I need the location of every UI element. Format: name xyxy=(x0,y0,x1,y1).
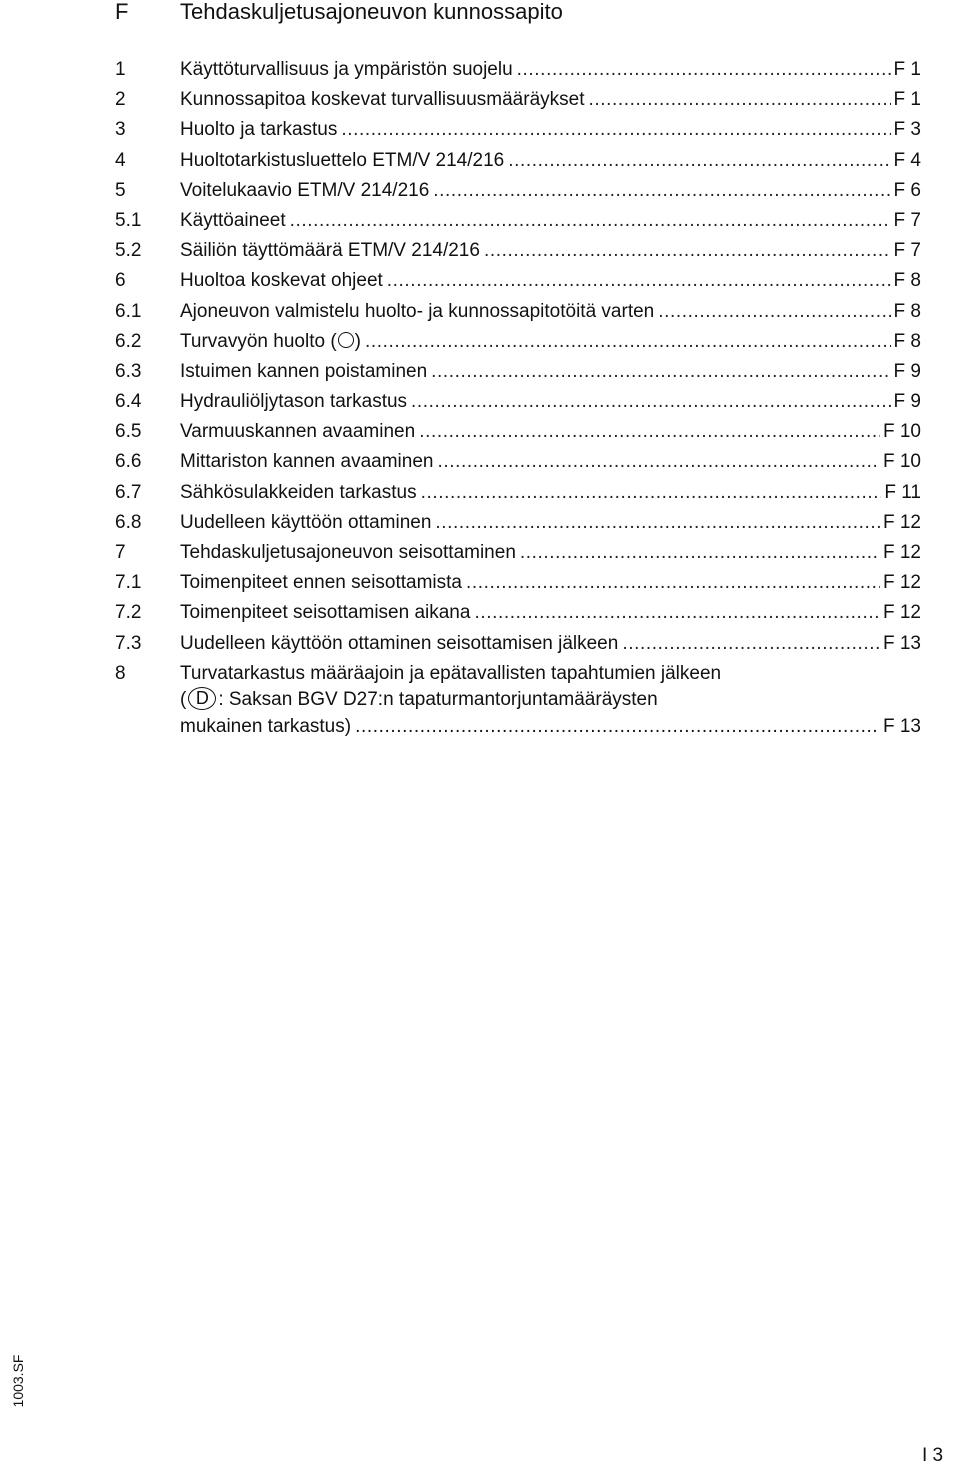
toc-entry-page: F 10 xyxy=(882,421,921,443)
toc-entry[interactable] xyxy=(0,478,960,508)
toc-entry-number: 6 xyxy=(115,270,126,292)
toc-entry-number: 7.3 xyxy=(115,632,142,654)
toc-entry-page: F 8 xyxy=(893,300,921,322)
toc-entry[interactable] xyxy=(0,55,960,85)
toc-entry-title: Tehdaskuljetusajoneuvon seisottaminen xyxy=(180,542,516,563)
chapter-heading xyxy=(0,0,960,34)
dot-leader xyxy=(290,206,891,236)
toc-entry-title: Ajoneuvon valmistelu huolto- ja kunnossapitotöitä varten xyxy=(180,300,655,322)
toc-entry-title: Toimenpiteet ennen seisottamista xyxy=(180,572,462,594)
toc-entry[interactable] xyxy=(0,266,960,296)
dot-leader xyxy=(411,387,891,417)
dot-leader xyxy=(520,538,880,568)
country-code-circle-icon: D xyxy=(188,687,216,710)
toc-entry-title-end: ) xyxy=(354,330,361,352)
toc-entry-page: F 4 xyxy=(893,149,921,171)
toc-entry[interactable] xyxy=(0,327,960,357)
toc-entry-title: Voitelukaavio ETM/V 214/216 xyxy=(180,179,430,201)
toc-entry-title: Kunnossapitoa koskevat turvallisuusmääräykset xyxy=(180,89,585,111)
chapter-title: Tehdaskuljetusajoneuvon kunnossapito xyxy=(180,0,563,24)
toc-entry-page: F 7 xyxy=(893,240,921,262)
toc-entry-page: F 9 xyxy=(893,360,921,382)
toc-entry[interactable] xyxy=(0,206,960,236)
toc-entry-number: 7.2 xyxy=(115,602,142,624)
toc-entry-title: Sähkösulakkeiden tarkastus xyxy=(180,481,417,503)
toc-entry-title xyxy=(180,327,365,357)
toc-entry[interactable] xyxy=(0,146,960,176)
dot-leader xyxy=(435,508,880,538)
dot-leader xyxy=(466,568,880,598)
toc-entry-title: Uudelleen käyttöön ottaminen xyxy=(180,511,432,533)
toc-entry-number: 6.5 xyxy=(115,421,142,443)
toc-entry[interactable] xyxy=(0,538,960,568)
dot-leader xyxy=(484,236,891,266)
toc-entry-title: Käyttöturvallisuus ja ympäristön suojelu xyxy=(180,59,513,80)
toc-entry-page: F 12 xyxy=(882,542,921,563)
toc-entry-number: 6.4 xyxy=(115,391,142,413)
dot-leader xyxy=(421,478,882,508)
toc-entry-page: F 11 xyxy=(884,481,921,503)
dot-leader xyxy=(517,55,891,85)
toc-entry[interactable] xyxy=(0,598,960,628)
toc-entry[interactable] xyxy=(0,417,960,447)
toc-entry-page: F 12 xyxy=(882,511,921,533)
toc-entry[interactable] xyxy=(0,568,960,598)
toc-entry-page: F 12 xyxy=(882,572,921,594)
dot-leader xyxy=(474,598,880,628)
toc-entry[interactable] xyxy=(0,297,960,327)
toc-entry-title: Huolto ja tarkastus xyxy=(180,119,338,141)
toc-entry-title: Mittariston kannen avaaminen xyxy=(180,451,434,473)
toc-entry-title-line-3-text: mukainen tarkastus) xyxy=(180,715,352,737)
toc-entry-number: 7 xyxy=(115,542,126,563)
dot-leader xyxy=(588,85,890,115)
dot-leader xyxy=(508,146,890,176)
toc-entry-page: F 9 xyxy=(893,391,921,413)
toc-entry[interactable] xyxy=(0,387,960,417)
toc-entry[interactable] xyxy=(0,508,960,538)
toc-entry-page: F 1 xyxy=(893,89,921,111)
toc-entry-title: Hydrauliöljytason tarkastus xyxy=(180,391,408,413)
toc-entry-page: F 10 xyxy=(882,451,921,473)
toc-entry-title-line-2 xyxy=(180,687,921,714)
toc-entry-page: F 8 xyxy=(893,270,921,292)
toc-entry-title: Uudelleen käyttöön ottaminen seisottamisen jälkeen xyxy=(180,632,619,654)
toc-entry-title: Huoltoa koskevat ohjeet xyxy=(180,270,383,292)
toc-entry-title: Käyttöaineet xyxy=(180,209,286,231)
dot-leader xyxy=(658,297,890,327)
toc-entry-title: Varmuuskannen avaaminen xyxy=(180,421,416,443)
toc-entry-number: 7.1 xyxy=(115,572,142,594)
toc-entry-number: 1 xyxy=(115,59,126,80)
toc-entry-number: 4 xyxy=(115,149,126,171)
dot-leader xyxy=(437,447,879,477)
paren-open: ( xyxy=(180,689,187,711)
dot-leader xyxy=(341,115,890,145)
toc-entry-number: 6.1 xyxy=(115,300,142,322)
dot-leader xyxy=(622,629,880,659)
document-code: 1003.SF xyxy=(10,1354,26,1408)
toc-entry[interactable] xyxy=(0,357,960,387)
option-circle-icon xyxy=(338,332,354,348)
toc-entry-title-line-1: Turvatarkastus määräajoin ja epätavallisten tapahtumien jälkeen xyxy=(180,662,722,684)
toc-entry-page: F 3 xyxy=(893,119,921,141)
toc-entry-number: 3 xyxy=(115,119,126,141)
toc-entry-page: F 8 xyxy=(893,330,921,352)
toc-entry-page: F 13 xyxy=(882,632,921,654)
chapter-letter: F xyxy=(115,0,129,24)
toc-entry-page: F 12 xyxy=(882,602,921,624)
page-number: I 3 xyxy=(922,1445,944,1466)
toc-entry[interactable] xyxy=(0,236,960,266)
toc-entry-title-start: Turvavyön huolto ( xyxy=(180,330,337,352)
toc-entry-number: 6.8 xyxy=(115,511,142,533)
dot-leader xyxy=(365,327,891,357)
toc-entry-page: F 7 xyxy=(893,209,921,231)
toc-entry-number: 5.1 xyxy=(115,209,142,231)
toc-entry-title-line-3 xyxy=(180,714,921,741)
toc-entry-number: 5.2 xyxy=(115,240,142,262)
toc-entry-number: 2 xyxy=(115,89,126,111)
dot-leader xyxy=(355,714,880,741)
toc-entry-number: 6.2 xyxy=(115,330,142,352)
toc-entry[interactable] xyxy=(0,85,960,115)
toc-entry-number: 5 xyxy=(115,179,126,201)
toc-entry-title-line-2-text: : Saksan BGV D27:n tapaturmantorjuntamääräysten xyxy=(218,689,658,711)
toc-entry-number: 6.3 xyxy=(115,360,142,382)
toc-entry-title: Säiliön täyttömäärä ETM/V 214/216 xyxy=(180,240,480,262)
toc-entry-number: 6.7 xyxy=(115,481,142,503)
dot-leader xyxy=(431,357,890,387)
toc-entry-multiline[interactable] xyxy=(0,659,960,741)
toc-entry[interactable] xyxy=(0,447,960,477)
toc-entry-title: Toimenpiteet seisottamisen aikana xyxy=(180,602,471,624)
table-of-contents xyxy=(0,55,960,741)
toc-entry[interactable] xyxy=(0,115,960,145)
toc-entry-title: Huoltotarkistusluettelo ETM/V 214/216 xyxy=(180,149,505,171)
dot-leader xyxy=(387,266,891,296)
toc-entry-number: 6.6 xyxy=(115,451,142,473)
dot-leader xyxy=(419,417,880,447)
toc-entry-page: F 1 xyxy=(893,59,921,80)
toc-entry-page: F 13 xyxy=(882,715,921,737)
toc-entry-number: 8 xyxy=(115,662,126,684)
dot-leader xyxy=(433,176,890,206)
toc-entry[interactable] xyxy=(0,629,960,659)
toc-entry[interactable] xyxy=(0,176,960,206)
toc-entry-page: F 6 xyxy=(893,179,921,201)
toc-entry-title: Istuimen kannen poistaminen xyxy=(180,360,428,382)
